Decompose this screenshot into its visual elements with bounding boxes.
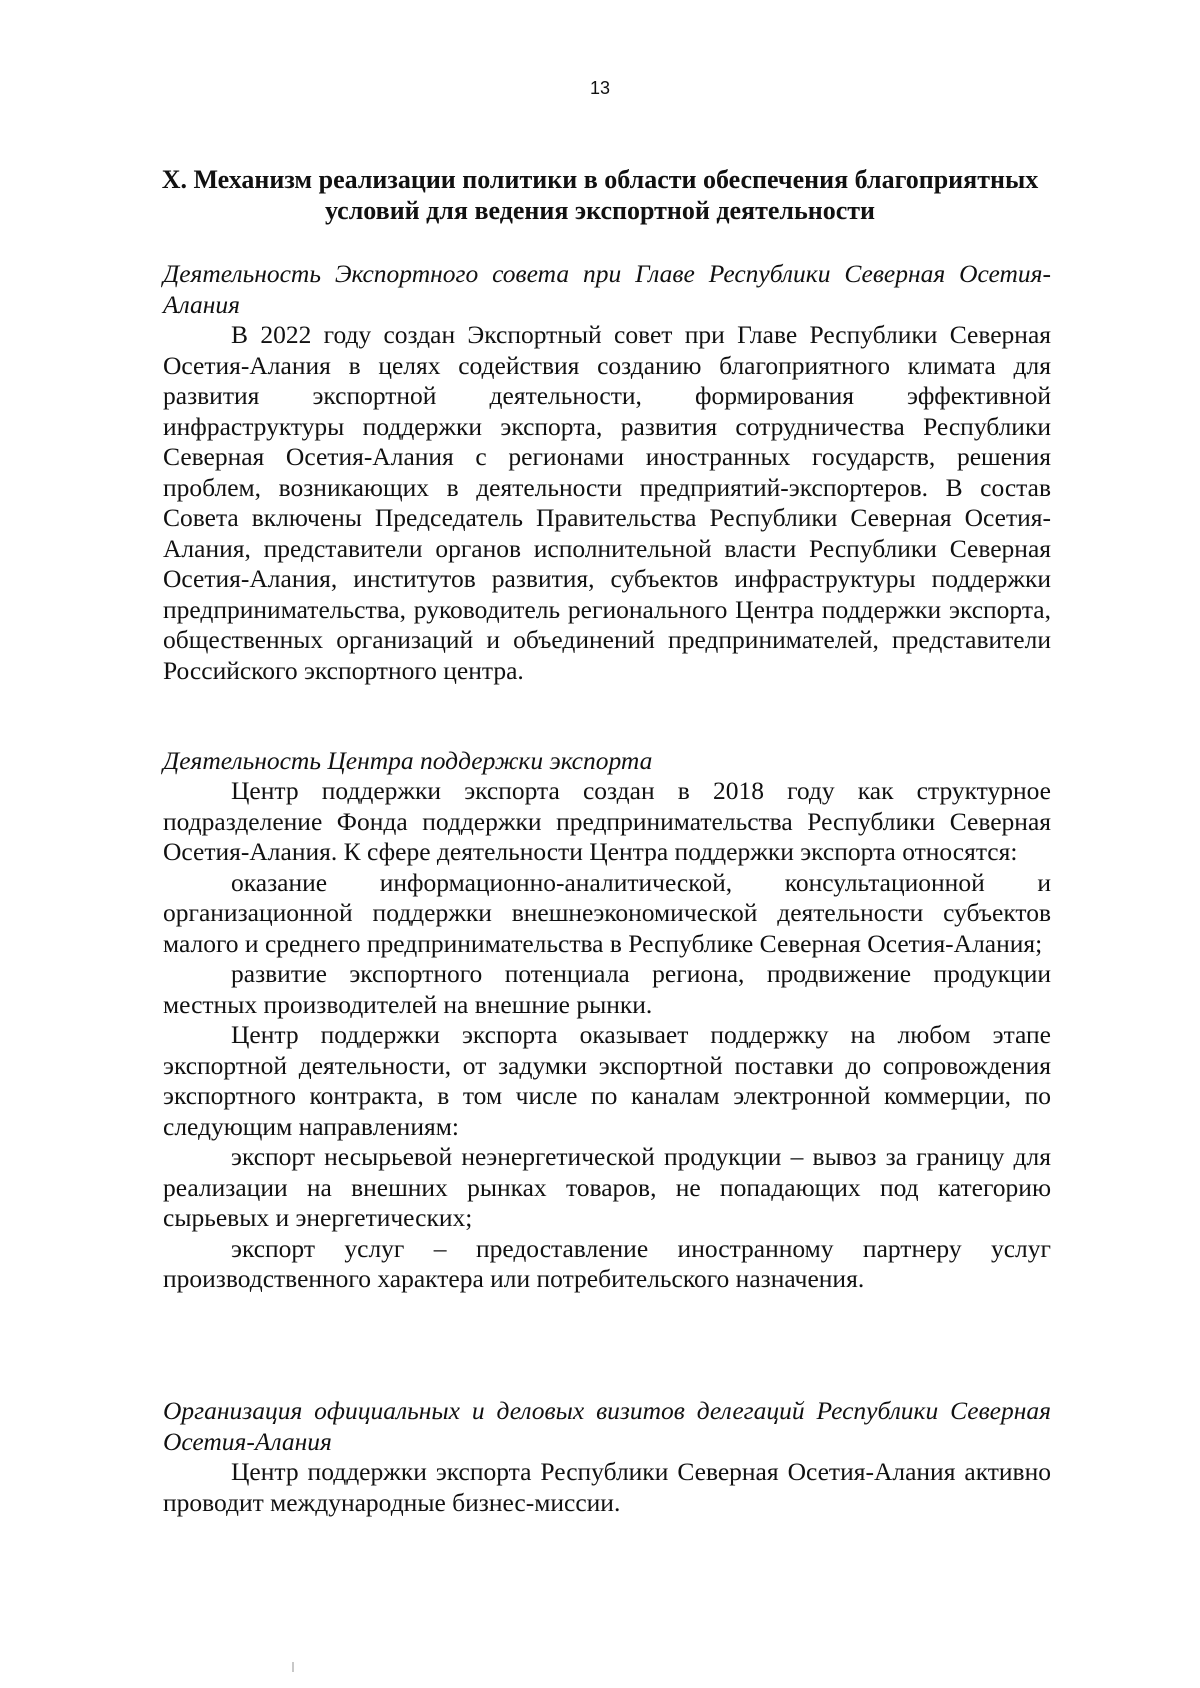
paragraph: экспорт услуг – предоставление иностранному партнеру услуг производственного характера или потребительского назначения. [163, 1233, 1051, 1293]
section-subtitle: Деятельность Экспортного совета при Главе Республики Северная Осетия-Алания [163, 259, 1051, 319]
paragraph: развитие экспортного потенциала региона, продвижение продукции местных производителей на внешние рынки. [163, 959, 1051, 1019]
section-delegation-visits [163, 1395, 1051, 1518]
paragraph: Центр поддержки экспорта оказывает поддержку на любом этапе экспортной деятельности, от задумки экспортной поставки до сопровождения экспортного контракта, в том числе по каналам электронной коммерции, по следующим направлениям: [163, 1020, 1051, 1141]
paragraph: Центр поддержки экспорта Республики Северная Осетия-Алания активно проводит международные бизнес-миссии. [163, 1457, 1051, 1517]
paragraph: Центр поддержки экспорта создан в 2018 году как структурное подразделение Фонда поддержки предпринимательства Республики Северная Осетия-Алания. К сфере деятельности Центра поддержки экспорта относятся: [163, 776, 1051, 866]
paragraph: оказание информационно-аналитической, консультационной и организационной поддержки внешнеэкономической деятельности субъектов малого и среднего предпринимательства в Республике Северная Осетия-Алания; [163, 867, 1051, 958]
scan-artifact [292, 1662, 294, 1672]
section-export-council [163, 258, 1051, 686]
paragraph: экспорт несырьевой неэнергетической продукции – вывоз за границу для реализации на внешних рынках товаров, не попадающих под категорию сырьевых и энергетических; [163, 1142, 1051, 1232]
paragraph: В 2022 году создан Экспортный совет при Главе Республики Северная Осетия-Алания в целях содействия созданию благоприятного климата для развития экспортной деятельности, формирования эффективной инфраструктуры поддержки экспорта, развития сотрудничества Республики Северная Осетия-Алания с регионами иностранных государств, решения проблем, возникающих в деятельности предприятий-экспортеров. В состав Совета включены Председатель Правительства Республики Северная Осетия-Алания, представители органов исполнительной власти Республики Северная Осетия-Алания, институтов развития, субъектов инфраструктуры поддержки предпринимательства, руководитель регионального Центра поддержки экспорта, общественных организаций и объединений предпринимателей, представители Российского экспортного центра. [163, 320, 1051, 685]
section-export-support-center [163, 745, 1051, 1295]
page-number: 13 [589, 78, 611, 98]
section-title: X. Механизм реализации политики в области обеспечения благоприятных условий для ведения экспортной деятельности [161, 165, 1039, 225]
section-subtitle: Организация официальных и деловых визитов делегаций Республики Северная Осетия-Алания [163, 1396, 1051, 1456]
section-subtitle: Деятельность Центра поддержки экспорта [163, 746, 653, 775]
